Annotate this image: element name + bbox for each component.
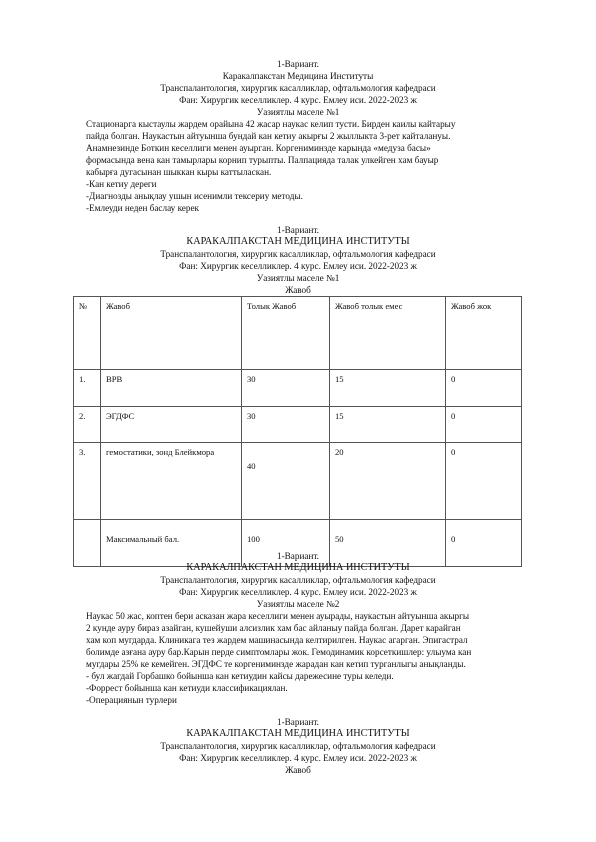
variant-label: 1-Вариант.	[277, 717, 319, 727]
row-no-score: 0	[446, 443, 522, 520]
case-line: 2 кунде ауру бираз азайган, кушейуши алсизлик хам бас айланыу пайда болган. Дарет карайган	[86, 623, 461, 633]
answer-2-header	[0, 716, 596, 776]
row-full-score: 30	[242, 370, 330, 407]
answer-1-header	[0, 224, 596, 296]
case-line: мугдары 25% ке кемейген. ЭГДФС те коргениминзде жарадан кан кетип турганлыгы анықланды.	[86, 659, 466, 669]
problem-title: Уазиятлы маселе №1	[256, 107, 340, 117]
answer-table	[73, 296, 522, 567]
case-line: Анамнезинде Боткин кеселлиги менен ауырган. Коргениминзде карында «медуза басы»	[86, 143, 431, 153]
row-partial-score: 50	[330, 520, 446, 567]
header-full-answer: Толык Жавоб	[242, 297, 330, 370]
case-line: кабырға дугасынан шыккан кыры каттыласкан.	[86, 167, 272, 177]
problem-title: Уазиятлы маселе №1	[256, 273, 340, 283]
answer-title: Жавоб	[285, 285, 311, 295]
table-header-row	[74, 297, 522, 370]
row-answer: Максимальный бал.	[101, 520, 242, 567]
row-no-score: 0	[446, 407, 522, 443]
question-line: -Операциянын турлери	[86, 695, 177, 705]
question-line: - бул жагдай Горбашко бойынша кан кетиудин кайсы дарежесине туры келеди.	[86, 671, 394, 681]
row-partial-score: 15	[330, 407, 446, 443]
case-text	[86, 610, 526, 706]
row-full-score: 30	[242, 407, 330, 443]
case-line: Стационарга кыстаулы жардем орайына 42 жасар наукас келип тусти. Бирден каилы кайтарыу	[86, 119, 456, 129]
row-partial-score: 15	[330, 370, 446, 407]
header-partial-answer: Жавоб толык емес	[330, 297, 446, 370]
question-line: -Диагнозды анықлау ушын исенимли тексериу методы.	[86, 191, 303, 201]
institute-name: КАРАКАЛПАКСТАН МЕДИЦИНА ИНСТИТУТЫ	[186, 728, 410, 739]
department-name: Транспалантология, хирургик касалликлар, офтальмология кафедраси	[160, 83, 436, 93]
variant-label: 1-Вариант.	[277, 225, 319, 235]
case-line: формасында вена кан тамырлары корнип турыпты. Палпацияда талак улкейген хам бауыр	[86, 155, 439, 165]
subject-line: Фан: Хирургик кеселликлер. 4 курс. Емлеу иси. 2022-2023 ж	[179, 753, 417, 763]
answer-title: Жавоб	[285, 765, 311, 775]
question-line: -Кан кетиу дереги	[86, 179, 157, 189]
institute-name: КАРАКАЛПАКСТАН МЕДИЦИНА ИНСТИТУТЫ	[186, 236, 410, 247]
header-no-answer: Жавоб жок	[446, 297, 522, 370]
header-answer: Жавоб	[101, 297, 242, 370]
case-text	[86, 118, 526, 214]
subject-line: Фан: Хирургик кеселликлер. 4 курс. Емлеу иси. 2022-2023 ж	[179, 261, 417, 271]
case-line: болимде азғана ауру бар.Карын перде симптомлары жок. Гемодинамик корсеткишлер: улыума кан	[86, 647, 472, 657]
department-name: Транспалантология, хирургик касалликлар, офтальмология кафедраси	[160, 741, 436, 751]
row-number: 1.	[74, 370, 101, 407]
department-name: Транспалантология, хирургик касалликлар, офтальмология кафедраси	[160, 575, 436, 585]
case-line: пайда болган. Наукастын айтуынша бундай кан кетиу акырғы 2 жыллыкта 3-рет кайталануы.	[86, 131, 451, 141]
row-full-score: 100	[242, 520, 330, 567]
question-line: -Форрест бойынша кан кетиуди классификациялан.	[86, 683, 288, 693]
row-number: 2.	[74, 407, 101, 443]
table-row	[74, 443, 522, 520]
row-partial-score: 20	[330, 443, 446, 520]
row-answer: ВРВ	[101, 370, 242, 407]
row-no-score: 0	[446, 370, 522, 407]
variant-label: 1-Вариант.	[277, 59, 319, 69]
case-2-block	[0, 550, 596, 706]
department-name: Транспалантология, хирургик касалликлар, офтальмология кафедраси	[160, 249, 436, 259]
question-line: -Емлеуди неден баслау керек	[86, 203, 200, 213]
variant-label: 1-Вариант.	[277, 551, 319, 561]
table-row	[74, 407, 522, 443]
header-number: №	[74, 297, 101, 370]
institute-name: Каракалпакстан Медицина Институты	[222, 71, 374, 81]
problem-title: Уазиятлы маселе №2	[256, 599, 340, 609]
row-full-score: 40	[242, 443, 330, 520]
row-answer: гемостатики, зонд Блейкмора	[101, 443, 242, 520]
subject-line: Фан: Хирургик кеселликлер. 4 курс. Емлеу иси. 2022-2023 ж	[179, 95, 417, 105]
table-row	[74, 370, 522, 407]
case-line: хам коп мугдарда. Клиникага тез жардем машинасында келтирилген. Наукас агарган. Эпигастрал	[86, 635, 468, 645]
subject-line: Фан: Хирургик кеселликлер. 4 курс. Емлеу иси. 2022-2023 ж	[179, 587, 417, 597]
row-no-score: 0	[446, 520, 522, 567]
case-1-block	[0, 58, 596, 214]
row-answer: ЭГДФС	[101, 407, 242, 443]
row-number: 3.	[74, 443, 101, 520]
institute-name: КАРАКАЛПАКСТАН МЕДИЦИНА ИНСТИТУТЫ	[186, 562, 410, 573]
case-line: Наукас 50 жас, коптен бери асказан жара кеселлиги менен ауырады, наукастын айтуынша акыргы	[86, 611, 470, 621]
